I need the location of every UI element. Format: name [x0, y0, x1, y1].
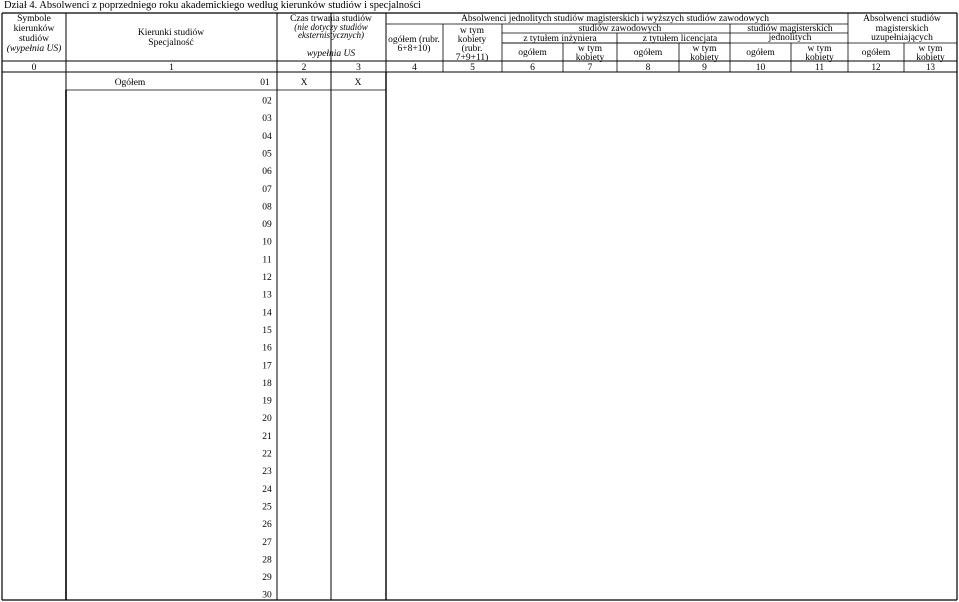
row-code: 15 [262, 325, 272, 336]
row-code: 18 [262, 378, 272, 389]
total-header: 6+8+10) [397, 44, 431, 54]
row-code: 12 [262, 273, 272, 283]
total-subheader: ogółem [518, 48, 547, 58]
row-code: 29 [262, 573, 272, 584]
total-subheader: ogółem [633, 48, 663, 58]
row-code: 24 [262, 484, 272, 495]
row-code: 01 [260, 78, 270, 88]
row-code: 22 [262, 449, 272, 460]
duration-note: (nie dotyczy studiów [294, 22, 368, 32]
symbol-header: kierunków [13, 24, 55, 34]
page-title: Dział 4. Absolwenci z poprzedniego roku akademickiego według kierunków studiów i specjalności [4, 0, 421, 11]
row-code: 23 [262, 467, 272, 478]
total-row-label: Ogółem [114, 78, 146, 88]
women-subheader: kobiety [805, 53, 834, 63]
engineer-header: z tytułem inżyniera [523, 34, 597, 44]
supplementary-header: Absolwenci studiów [863, 14, 941, 24]
row-code: 28 [262, 555, 272, 566]
row-code: 07 [262, 184, 272, 195]
symbol-header: studiów [18, 34, 50, 44]
column-number: 1 [169, 63, 174, 73]
row-code: 03 [262, 114, 272, 125]
supplementary-header: magisterskich [875, 24, 929, 34]
women-subheader: w tym [577, 44, 603, 54]
women-header: (rubr. [461, 44, 483, 54]
column-number: 7 [587, 63, 593, 73]
women-subheader: w tym [807, 44, 832, 54]
duration-note: eksternistycznych) [298, 30, 364, 40]
duration-fill-note: wypełnia US [306, 49, 356, 59]
row-code: 19 [262, 396, 272, 407]
uniform-masters-header: jednolitych [768, 33, 812, 43]
women-header: w tym [459, 26, 485, 36]
row-code: 10 [262, 237, 272, 248]
duration-header: Czas trwania studiów [290, 14, 372, 24]
women-header: kobiety [457, 35, 487, 45]
row-code: 09 [262, 220, 272, 231]
column-number: 4 [412, 63, 417, 73]
total-subheader: ogółem [861, 48, 891, 58]
row-code: 21 [262, 431, 272, 442]
row-code: 13 [262, 290, 272, 301]
row-code: 05 [262, 149, 272, 160]
column-number: 13 [926, 62, 935, 72]
column-number: 2 [301, 63, 307, 73]
column-number: 11 [814, 63, 825, 73]
row-code: 20 [262, 414, 272, 425]
row-code: 08 [262, 202, 272, 213]
graduates-group-header: Absolwenci jednolitych studiów magisterskich i wyższych studiów zawodowych [461, 14, 769, 24]
row-code: 16 [262, 343, 272, 354]
women-subheader: w tym [692, 44, 717, 54]
column-number: 9 [702, 63, 707, 73]
row-code: 17 [262, 361, 272, 372]
row-code: 26 [262, 520, 272, 531]
column-number: 3 [356, 63, 361, 73]
row-code: 06 [262, 167, 272, 178]
row-code: 02 [262, 96, 272, 107]
row-code: 25 [262, 502, 272, 513]
total-subheader: ogółem [746, 48, 775, 58]
symbol-header: Symbole [17, 14, 51, 24]
total-row-x: X [300, 78, 308, 88]
bachelor-header: z tytułem licencjata [642, 34, 718, 44]
specialty-header: Specjalność [148, 38, 194, 48]
women-header: 7+9+11) [455, 53, 489, 63]
uniform-masters-header: studiów magisterskich [747, 24, 833, 34]
supplementary-header: uzupełniających [871, 33, 933, 43]
symbol-note: (wypełnia US) [6, 44, 62, 54]
column-number: 0 [31, 63, 37, 73]
field-header: Kierunki studiów [137, 28, 205, 38]
column-number: 10 [755, 63, 766, 73]
women-subheader: kobiety [575, 53, 605, 63]
column-number: 12 [871, 62, 881, 72]
row-code: 04 [262, 131, 272, 142]
women-subheader: kobiety [916, 53, 945, 63]
total-row-x: X [354, 78, 362, 88]
women-subheader: w tym [918, 44, 943, 54]
vocational-header: studiów zawodowych [578, 24, 662, 34]
total-header: ogółem (rubr. [388, 35, 440, 45]
women-subheader: kobiety [690, 53, 719, 63]
column-number: 8 [645, 63, 651, 73]
row-code: 30 [262, 590, 272, 601]
row-code: 11 [262, 255, 272, 266]
row-code: 14 [262, 308, 272, 319]
column-number: 6 [530, 63, 535, 73]
row-code: 27 [262, 537, 272, 548]
column-number: 5 [470, 63, 475, 73]
